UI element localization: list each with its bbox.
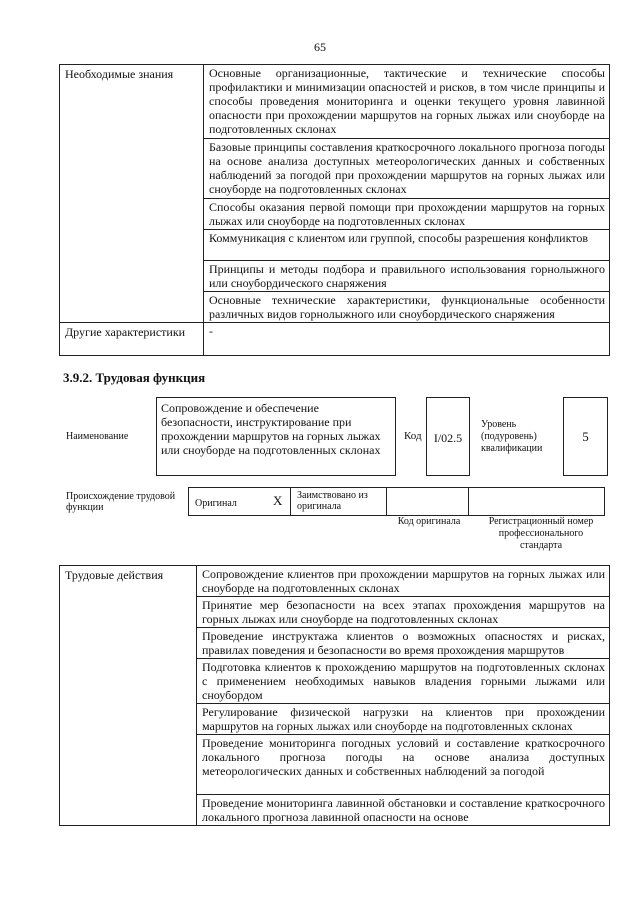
row-label-other: Другие характеристики [60, 323, 204, 356]
reg-number-caption: Регистрационный номер профессионального стандарта [488, 516, 594, 551]
original-mark: X [273, 493, 283, 508]
row-label-labor-actions: Трудовые действия [60, 566, 197, 826]
origin-original-cell [188, 487, 291, 516]
original-label: Оригинал [195, 498, 237, 509]
code-label: Код [404, 430, 422, 442]
knowledge-item: Принципы и методы подбора и правильного использования горнолыжного или сноубордического снаряжения [204, 261, 610, 292]
knowledge-item: Основные организационные, тактические и технические способы профилактики и минимизации опасностей и рисков, в том числе принципы и способы проведения мониторинга и оценки текущего уровня лавинной опасности при прохождении маршрутов на горных лыжах или сноуборде на подготовленных склонах [204, 65, 610, 139]
borrowed-label: Заимствовано из оригинала [297, 490, 368, 512]
page-number: 65 [314, 40, 326, 54]
labor-action-item: Проведение инструктажа клиентов о возможных опасностях и рисках, правилах поведения и безопасности во время прохождения маршрутов [197, 628, 610, 659]
labor-actions-table [59, 565, 610, 826]
origin-row [189, 487, 605, 516]
origin-label: Происхождение трудовой функции [66, 491, 176, 513]
labor-action-item: Проведение мониторинга погодных условий и составление краткосрочного локального прогноза погоды на основе анализа доступных метеорологических данных и собственных наблюдений за погодой [197, 735, 610, 795]
table-row [60, 65, 610, 139]
labor-action-item: Сопровождение клиентов при прохождении маршрутов на горных лыжах или сноуборде на подготовленных склонах [197, 566, 610, 597]
table-row [60, 323, 610, 356]
labor-action-item: Регулирование физической нагрузки на клиентов при прохождении маршрутов на горных лыжах или сноуборде на подготовленных склонах [197, 704, 610, 735]
labor-action-item: Принятие мер безопасности на всех этапах прохождения маршрутов на горных лыжах или сноуборде на подготовленных склонах [197, 597, 610, 628]
labor-action-item: Проведение мониторинга лавинной обстановки и составление краткосрочного локального прогноза лавинной опасности на основе [197, 795, 610, 826]
knowledge-item: Базовые принципы составления краткосрочного локального прогноза погоды на основе анализа доступных метеорологических данных и собственных наблюдений за погодой при прохождении маршрутов на горных лыжах или сноуборде на подготовленных склонах [204, 139, 610, 199]
code-original-caption: Код оригинала [397, 516, 461, 527]
origin-code-cell [386, 487, 469, 516]
labor-action-item: Подготовка клиентов к прохождению маршрутов на подготовленных склонах с применением необходимых навыков владения горными лыжами или сноубордом [197, 659, 610, 704]
function-name-box: Сопровождение и обеспечение безопасности, инструктирование при прохождении маршрутов на горных лыжах или сноуборде на подготовленных склонах [156, 397, 396, 476]
section-heading: 3.9.2. Трудовая функция [63, 370, 206, 385]
name-label: Наименование [66, 431, 129, 442]
origin-reg-number-cell [468, 487, 605, 516]
qualification-level-box: 5 [563, 397, 608, 476]
row-label-knowledge: Необходимые знания [60, 65, 204, 323]
knowledge-item: Способы оказания первой помощи при прохождении маршрутов на горных лыжах или сноуборде на подготовленных склонах [204, 199, 610, 230]
origin-borrowed-cell [290, 487, 387, 516]
other-characteristics-value: - [204, 323, 610, 356]
level-label: Уровень (подуровень) квалификации [481, 419, 543, 454]
knowledge-item: Основные технические характеристики, функциональные особенности различных видов горнолыжного или сноубордического снаряжения [204, 292, 610, 323]
table-row [60, 566, 610, 597]
knowledge-item: Коммуникация с клиентом или группой, способы разрешения конфликтов [204, 230, 610, 261]
function-code-box: I/02.5 [426, 397, 470, 476]
knowledge-table [59, 64, 610, 356]
